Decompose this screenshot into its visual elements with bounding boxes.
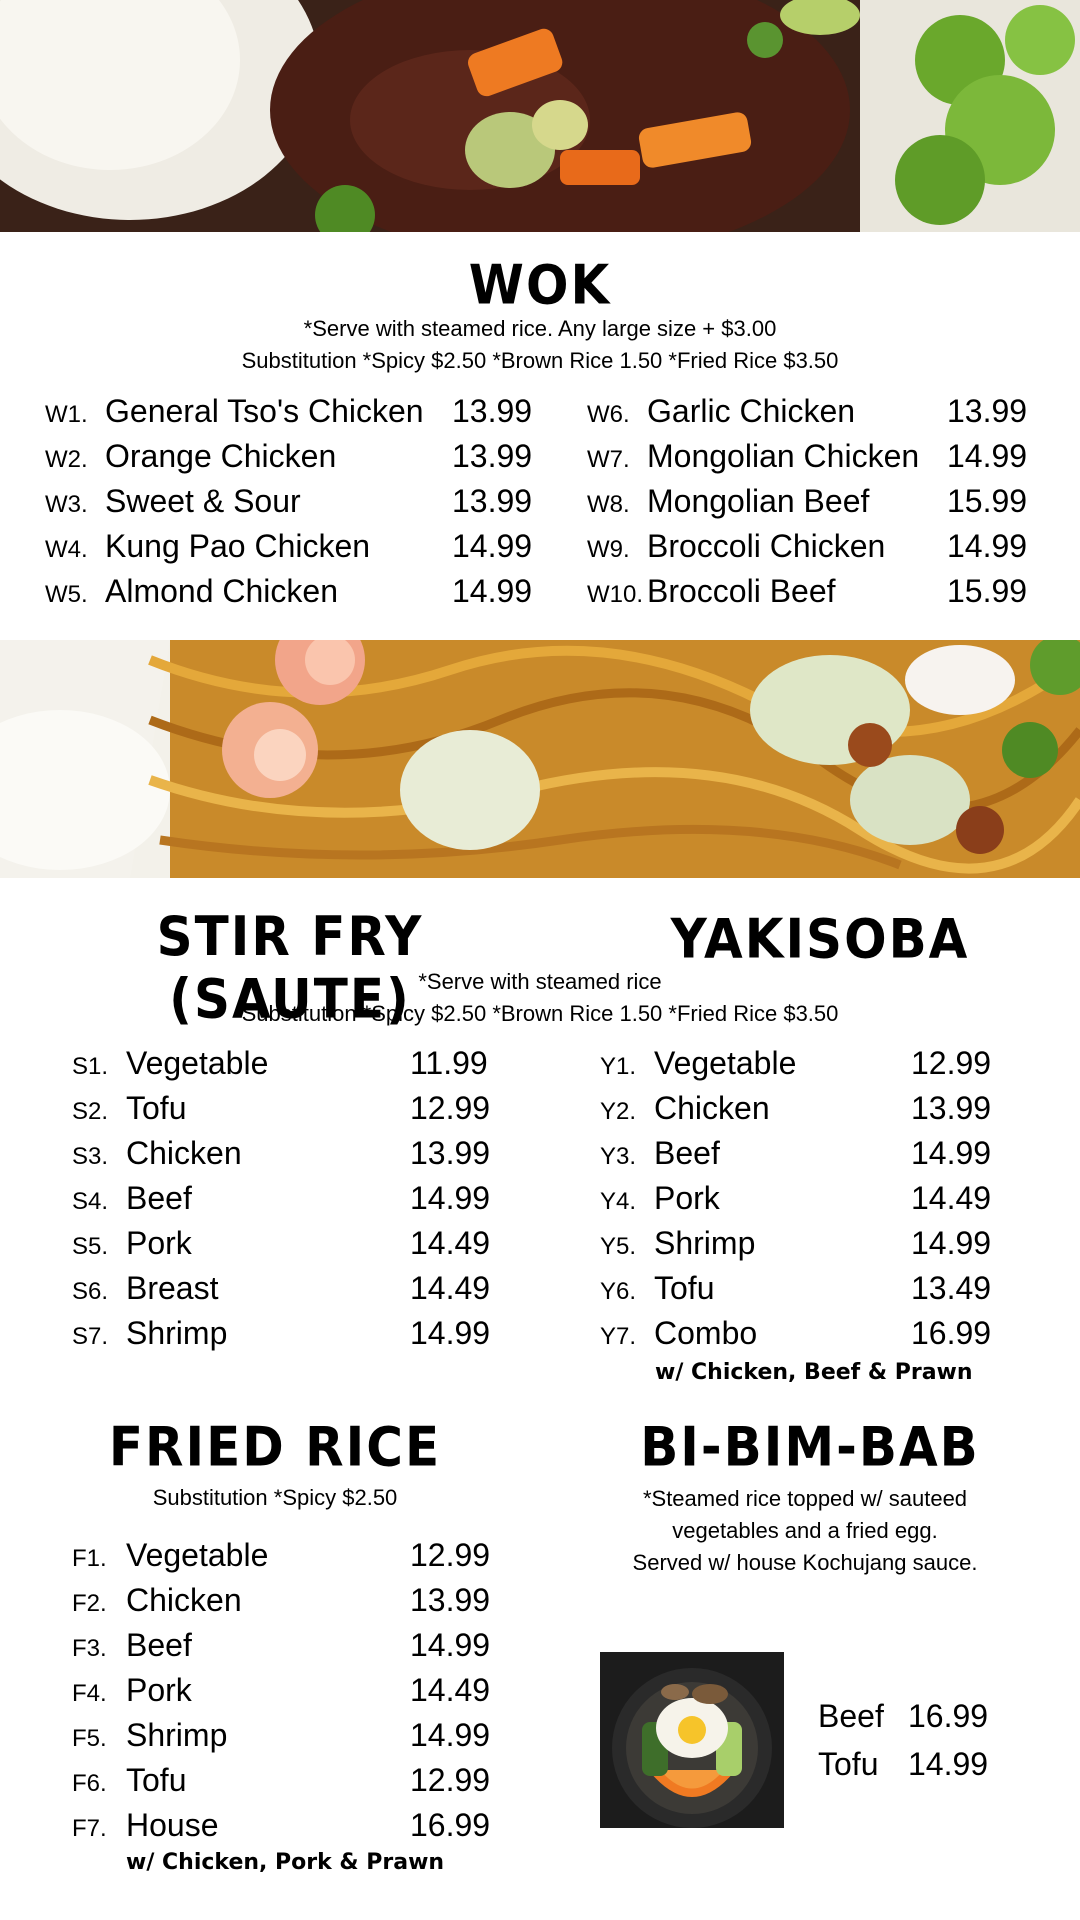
item-name: Shrimp xyxy=(126,1717,228,1753)
bibimbab-item xyxy=(818,1746,989,1790)
item-code: W9. xyxy=(587,536,630,563)
item-price: 12.99 xyxy=(410,1537,491,1573)
wok-item xyxy=(45,438,533,482)
item-name: Orange Chicken xyxy=(105,438,337,474)
item-code: W5. xyxy=(45,581,88,608)
fried-rice-item xyxy=(72,1762,491,1806)
item-code: S2. xyxy=(72,1098,109,1125)
item-code: W8. xyxy=(587,491,630,518)
item-name: Beef xyxy=(126,1180,192,1216)
item-name: Combo xyxy=(654,1315,758,1351)
wok-item xyxy=(587,393,1028,437)
item-code: W4. xyxy=(45,536,88,563)
item-price: 14.99 xyxy=(410,1315,491,1351)
yakisoba-item xyxy=(600,1045,992,1089)
item-name: Tofu xyxy=(126,1090,187,1126)
item-price: 14.99 xyxy=(911,1225,992,1261)
item-price: 14.99 xyxy=(410,1180,491,1216)
stir-fry-item xyxy=(72,1225,491,1269)
item-name: Broccoli Chicken xyxy=(647,528,886,564)
item-name: Tofu xyxy=(126,1762,187,1798)
fried-rice-item xyxy=(72,1537,491,1581)
item-name: Chicken xyxy=(654,1090,770,1126)
item-price: 12.99 xyxy=(911,1045,992,1081)
item-name: Beef xyxy=(654,1135,720,1171)
item-price: 14.49 xyxy=(410,1270,491,1306)
item-price: 14.49 xyxy=(911,1180,992,1216)
item-name: Garlic Chicken xyxy=(647,393,856,429)
bibimbab-desc-line3: Served w/ house Kochujang sauce. xyxy=(632,1550,978,1575)
item-price: 13.99 xyxy=(911,1090,992,1126)
item-code: Y3. xyxy=(600,1143,637,1170)
wok-note-substitution: Substitution *Spicy $2.50 *Brown Rice 1.50 *Fried Rice $3.50 xyxy=(241,348,839,373)
item-price: 13.99 xyxy=(452,483,533,519)
item-code: S7. xyxy=(72,1323,109,1350)
item-code: S4. xyxy=(72,1188,109,1215)
item-price: 14.99 xyxy=(911,1135,992,1171)
item-code: W1. xyxy=(45,401,88,428)
item-price: 12.99 xyxy=(410,1090,491,1126)
item-price: 13.99 xyxy=(410,1582,491,1618)
item-price: 13.99 xyxy=(452,393,533,429)
item-code: S3. xyxy=(72,1143,109,1170)
item-price: 16.99 xyxy=(911,1315,992,1351)
item-price: 13.99 xyxy=(947,393,1028,429)
stir-fry-title: STIR FRY (SAUTE) xyxy=(156,905,424,1031)
wok-item xyxy=(45,573,533,617)
item-price: 14.99 xyxy=(908,1746,989,1782)
stir-fry-item xyxy=(72,1090,491,1134)
item-price: 14.49 xyxy=(410,1672,491,1708)
yakisoba-item xyxy=(600,1315,992,1359)
item-code: F6. xyxy=(72,1770,107,1797)
item-code: F4. xyxy=(72,1680,107,1707)
item-code: F2. xyxy=(72,1590,107,1617)
item-name: Mongolian Chicken xyxy=(647,438,920,474)
item-name: Vegetable xyxy=(126,1045,269,1081)
yakisoba-combo-note: w/ Chicken, Beef & Prawn xyxy=(655,1360,973,1385)
stir-note-substitution: Substitution *Spicy $2.50 *Brown Rice 1.50 *Fried Rice $3.50 xyxy=(241,1001,839,1026)
fried-rice-item xyxy=(72,1717,491,1761)
wok-item xyxy=(587,483,1028,527)
item-name: Vegetable xyxy=(654,1045,797,1081)
wok-item xyxy=(45,393,533,437)
fried-rice-title: FRIED RICE xyxy=(108,1415,442,1479)
item-name: Shrimp xyxy=(654,1225,756,1261)
item-price: 13.99 xyxy=(410,1135,491,1171)
item-code: W6. xyxy=(587,401,630,428)
fried-rice-item xyxy=(72,1627,491,1671)
item-price: 15.99 xyxy=(947,573,1028,609)
item-code: Y2. xyxy=(600,1098,637,1125)
bibimbab-title: BI-BIM-BAB xyxy=(640,1415,980,1479)
item-name: Vegetable xyxy=(126,1537,269,1573)
item-name: General Tso's Chicken xyxy=(105,393,424,429)
item-name: Sweet & Sour xyxy=(105,483,301,519)
item-price: 14.99 xyxy=(410,1717,491,1753)
wok-item xyxy=(45,483,533,527)
stir-fry-item xyxy=(72,1135,491,1179)
fried-rice-note: Substitution *Spicy $2.50 xyxy=(152,1485,398,1510)
yakisoba-item xyxy=(600,1135,992,1179)
item-name: Tofu xyxy=(654,1270,715,1306)
item-price: 15.99 xyxy=(947,483,1028,519)
wok-note-serve: *Serve with steamed rice. Any large size + $3.00 xyxy=(303,316,777,341)
bibimbab-photo xyxy=(600,1652,784,1828)
yakisoba-item xyxy=(600,1270,992,1314)
fried-rice-item xyxy=(72,1672,491,1716)
fried-rice-item xyxy=(72,1582,491,1626)
item-name: Tofu xyxy=(818,1746,879,1782)
item-price: 14.99 xyxy=(947,438,1028,474)
item-code: Y1. xyxy=(600,1053,637,1080)
wok-food-photo xyxy=(0,0,1080,232)
item-name: Almond Chicken xyxy=(105,573,338,609)
item-name: Kung Pao Chicken xyxy=(105,528,371,564)
item-code: Y4. xyxy=(600,1188,637,1215)
item-price: 14.49 xyxy=(410,1225,491,1261)
item-code: W3. xyxy=(45,491,88,518)
item-name: Pork xyxy=(126,1225,192,1261)
item-code: F5. xyxy=(72,1725,107,1752)
fried-rice-house-note: w/ Chicken, Pork & Prawn xyxy=(126,1850,445,1875)
item-code: Y6. xyxy=(600,1278,637,1305)
stir-fry-item xyxy=(72,1045,488,1089)
item-code: Y5. xyxy=(600,1233,637,1260)
item-name: Chicken xyxy=(126,1582,242,1618)
item-code: Y7. xyxy=(600,1323,637,1350)
item-name: Pork xyxy=(654,1180,720,1216)
yakisoba-item xyxy=(600,1225,992,1269)
item-code: W7. xyxy=(587,446,630,473)
item-code: W2. xyxy=(45,446,88,473)
wok-title: WOK xyxy=(468,253,612,317)
bibimbab-item xyxy=(818,1698,989,1742)
item-price: 12.99 xyxy=(410,1762,491,1798)
item-code: W10. xyxy=(587,581,644,608)
item-price: 14.99 xyxy=(410,1627,491,1663)
item-price: 13.99 xyxy=(452,438,533,474)
stir-note-serve: *Serve with steamed rice xyxy=(418,969,662,994)
item-name: Shrimp xyxy=(126,1315,228,1351)
wok-item xyxy=(45,528,533,572)
item-code: S1. xyxy=(72,1053,109,1080)
item-price: 14.99 xyxy=(452,573,533,609)
wok-item xyxy=(587,438,1028,482)
item-price: 11.99 xyxy=(410,1045,488,1081)
item-code: F7. xyxy=(72,1815,107,1842)
item-name: House xyxy=(126,1807,219,1843)
yakisoba-item xyxy=(600,1180,992,1224)
item-name: Chicken xyxy=(126,1135,242,1171)
item-price: 13.49 xyxy=(911,1270,992,1306)
item-price: 16.99 xyxy=(410,1807,491,1843)
wok-item xyxy=(587,573,1028,617)
item-name: Breast xyxy=(126,1270,219,1306)
item-code: F1. xyxy=(72,1545,107,1572)
item-name: Mongolian Beef xyxy=(647,483,870,519)
item-price: 14.99 xyxy=(452,528,533,564)
stir-fry-item xyxy=(72,1270,491,1314)
item-code: F3. xyxy=(72,1635,107,1662)
item-name: Pork xyxy=(126,1672,192,1708)
stir-fry-item xyxy=(72,1315,491,1359)
item-code: S5. xyxy=(72,1233,109,1260)
yakisoba-item xyxy=(600,1090,992,1134)
item-name: Beef xyxy=(126,1627,192,1663)
item-price: 14.99 xyxy=(947,528,1028,564)
bibimbab-desc-line1: *Steamed rice topped w/ sauteed xyxy=(642,1486,968,1511)
yakisoba-title: YAKISOBA xyxy=(670,907,970,971)
item-name: Broccoli Beef xyxy=(647,573,836,609)
fried-rice-item xyxy=(72,1807,491,1851)
bibimbab-desc-line2: vegetables and a fried egg. xyxy=(672,1518,938,1543)
wok-item xyxy=(587,528,1028,572)
stir-fry-item xyxy=(72,1180,491,1224)
item-code: S6. xyxy=(72,1278,109,1305)
item-price: 16.99 xyxy=(908,1698,989,1734)
item-name: Beef xyxy=(818,1698,884,1734)
yakisoba-food-photo xyxy=(0,640,1080,878)
